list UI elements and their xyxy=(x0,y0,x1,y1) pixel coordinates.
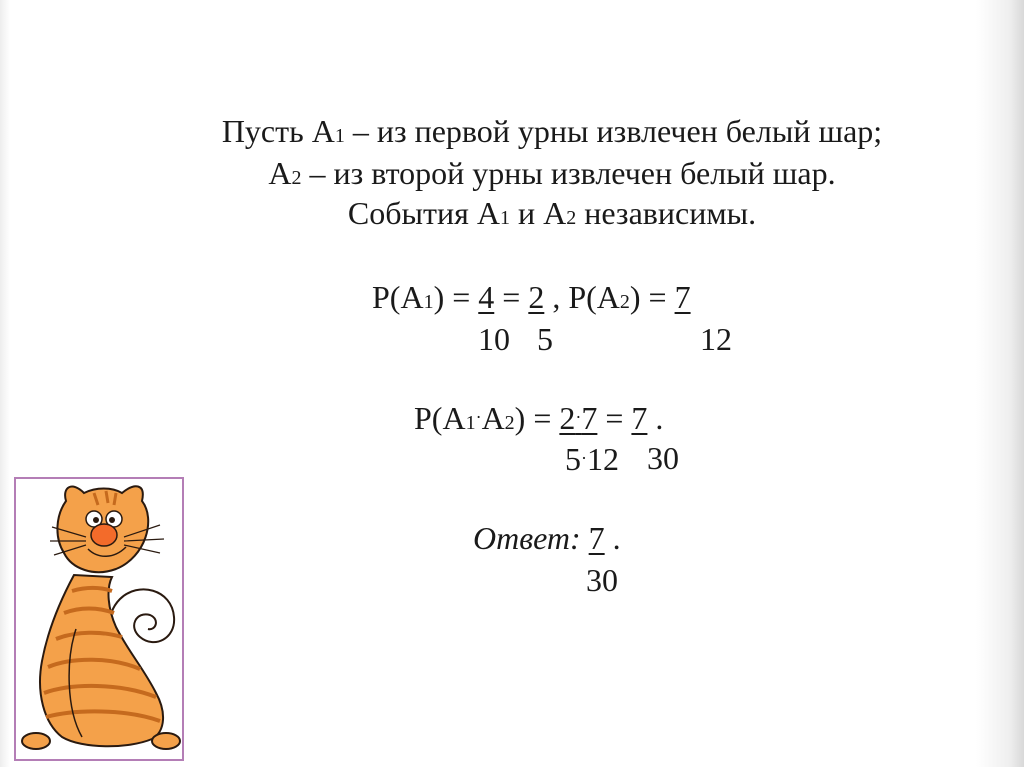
fraction-numerator: 4 xyxy=(478,279,495,315)
fraction-denominator: 5 xyxy=(537,321,553,357)
fraction-numerator: 7 xyxy=(631,400,648,436)
cat-illustration-frame xyxy=(14,477,184,761)
fraction-denominator: 12 xyxy=(700,321,732,357)
fraction-denominator: 30 xyxy=(586,562,618,598)
answer-line: Ответ: 7 . xyxy=(473,520,621,556)
cat-foot xyxy=(152,733,180,749)
intro-line-1: Пусть А1 – из первой урны извлечен белый шар; xyxy=(221,113,883,149)
cat-foot xyxy=(22,733,50,749)
fraction-denominator: 5·12 xyxy=(565,441,619,477)
intro-line-2: А2 – из второй урны извлечен белый шар. xyxy=(268,155,836,191)
fraction-numerator: 7 xyxy=(588,520,605,556)
probability-line: Р(А1) = 4 = 2 , Р(А2) = 7 xyxy=(372,279,691,315)
cat-illustration xyxy=(16,479,182,759)
fraction-denominator: 10 xyxy=(478,321,510,357)
fraction-numerator: 7 xyxy=(674,279,691,315)
slide-edge-left xyxy=(0,0,10,767)
answer-label: Ответ: xyxy=(473,520,581,556)
fraction-denominator: 30 xyxy=(647,440,679,476)
fraction-numerator: 2 xyxy=(528,279,545,315)
product-probability-line: Р(А1·А2) = 2·7 = 7 . xyxy=(414,400,664,436)
cat-nose xyxy=(91,524,117,546)
intro-line-3: События А1 и А2 независимы. xyxy=(347,195,757,231)
fraction-numerator: 2·7 xyxy=(559,400,598,436)
